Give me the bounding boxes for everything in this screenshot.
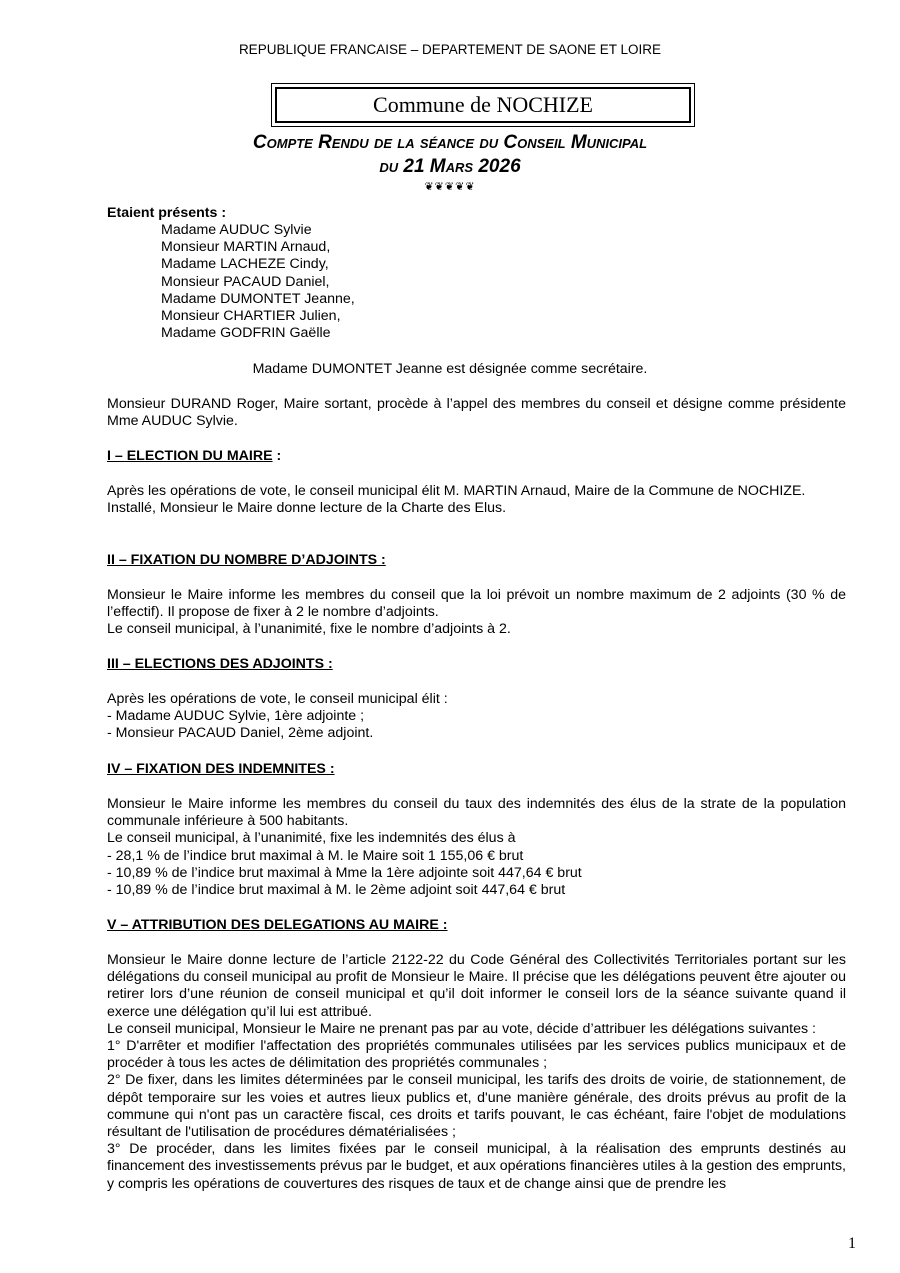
list-item: - Monsieur PACAUD Daniel, 2ème adjoint. xyxy=(107,725,374,742)
paragraph: Installé, Monsieur le Maire donne lecture de la Charte des Elus. xyxy=(107,500,507,517)
list-item: - Madame AUDUC Sylvie, 1ère adjointe ; xyxy=(107,708,365,725)
subtitle-line-1: Compte Rendu de la séance du Conseil Municipal xyxy=(252,132,648,153)
member-item: Monsieur MARTIN Arnaud, xyxy=(161,239,331,256)
member-item: Madame GODFRIN Gaëlle xyxy=(161,325,331,342)
paragraph: 3° De procéder, dans les limites fixées par le conseil municipal, à la réalisation des emprunts destinés au financement des investissements prévus par le budget, et aux opérations financières utiles à la gestion des emprunts, y compris les opérations de couvertures des risques de taux et de change ainsi que de prendre les xyxy=(107,1141,846,1192)
commune-title-box xyxy=(271,83,695,127)
section-4-body xyxy=(107,796,846,899)
page-number: 1 xyxy=(848,1235,856,1252)
section-5-body xyxy=(107,952,846,1193)
list-item: - 10,89 % de l’indice brut maximal à M. le 2ème adjoint soit 447,64 € brut xyxy=(107,882,566,899)
member-item: Madame DUMONTET Jeanne, xyxy=(161,290,355,307)
list-item: - 10,89 % de l’indice brut maximal à Mme la 1ère adjointe soit 447,64 € brut xyxy=(107,864,582,881)
member-item: Monsieur PACAUD Daniel, xyxy=(161,273,330,290)
section-5-heading: V – ATTRIBUTION DES DELEGATIONS AU MAIRE : xyxy=(107,917,448,933)
paragraph: 1° D'arrêter et modifier l'affectation des propriétés communales utilisées par les services publics municipaux et de procéder à tous les actes de délimitation des propriétés communales ; xyxy=(107,1038,846,1072)
paragraph: Après les opérations de vote, le conseil municipal élit : xyxy=(107,691,448,707)
appel-paragraph: Monsieur DURAND Roger, Maire sortant, procède à l’appel des membres du conseil et désigne comme présidente Mme AUDUC Sylvie. xyxy=(107,396,846,430)
paragraph: Après les opérations de vote, le conseil municipal élit M. MARTIN Arnaud, Maire de la Commune de NOCHIZE. xyxy=(107,483,806,499)
section-2-heading: II – FIXATION DU NOMBRE D’ADJOINTS : xyxy=(107,552,386,568)
ornament-icon: ❦❦❦❦❦ xyxy=(424,181,476,193)
paragraph: Monsieur le Maire informe les membres du conseil que la loi prévoit un nombre maximum de 2 adjoints (30 % de l’effectif). Il propose de fixer à 2 le nombre d’adjoints. xyxy=(107,587,846,621)
member-item: Madame AUDUC Sylvie xyxy=(161,222,312,238)
section-1-heading xyxy=(107,448,846,465)
member-item: Monsieur CHARTIER Julien, xyxy=(161,308,341,325)
commune-title: Commune de NOCHIZE xyxy=(275,87,691,123)
section-3-heading: III – ELECTIONS DES ADJOINTS : xyxy=(107,656,333,672)
paragraph: 2° De fixer, dans les limites déterminées par le conseil municipal, les tarifs des droits de voirie, de stationnement, de dépôt temporaire sur les voies et autres lieux publics et, d'une manière générale, des droits prévus au profit de la commune qui n'ont pas un caractère fiscal, ces droits et tarifs pouvant, le cas échéant, faire l'objet de modulations résultant de l'utilisation de procédures dématérialisées ; xyxy=(107,1072,846,1141)
subtitle-line-2: du 21 Mars 2026 xyxy=(379,156,521,177)
section-1-suffix: : xyxy=(272,448,282,464)
republique-header: REPUBLIQUE FRANCAISE – DEPARTEMENT DE SAONE ET LOIRE xyxy=(238,42,662,57)
member-item: Madame LACHEZE Cindy, xyxy=(161,256,329,273)
section-1-body xyxy=(107,483,846,517)
paragraph: Le conseil municipal, à l’unanimité, fixe le nombre d’adjoints à 2. xyxy=(107,621,511,638)
list-item: - 28,1 % de l’indice brut maximal à M. le Maire soit 1 155,06 € brut xyxy=(107,847,524,864)
presents-label: Etaient présents : xyxy=(107,205,227,221)
section-1-title: I – ELECTION DU MAIRE xyxy=(107,448,273,464)
section-2-body xyxy=(107,587,846,639)
section-4-heading: IV – FIXATION DES INDEMNITES : xyxy=(107,761,335,777)
section-3-body xyxy=(107,691,846,743)
paragraph: Monsieur le Maire donne lecture de l’article 2122-22 du Code Général des Collectivités Territoriales portant sur les délégations du conseil municipal au profit de Monsieur le Maire. Il précise que les délégations peuvent être ajouter ou retirer lors d’une réunion de conseil municipal et qu’il doit informer le conseil lors de la séance suivante quand il exerce une délégation qu’il lui est attribué. xyxy=(107,952,846,1020)
paragraph: Le conseil municipal, Monsieur le Maire ne prenant pas par au vote, décide d’attribuer les délégations suivantes : xyxy=(107,1020,816,1037)
paragraph: Monsieur le Maire informe les membres du conseil du taux des indemnités des élus de la strate de la population communale inférieure à 500 habitants. xyxy=(107,796,846,830)
paragraph: Le conseil municipal, à l’unanimité, fixe les indemnités des élus à xyxy=(107,830,516,847)
secretaire-text: Madame DUMONTET Jeanne est désignée comme secrétaire. xyxy=(252,361,648,377)
members-list xyxy=(161,222,355,342)
